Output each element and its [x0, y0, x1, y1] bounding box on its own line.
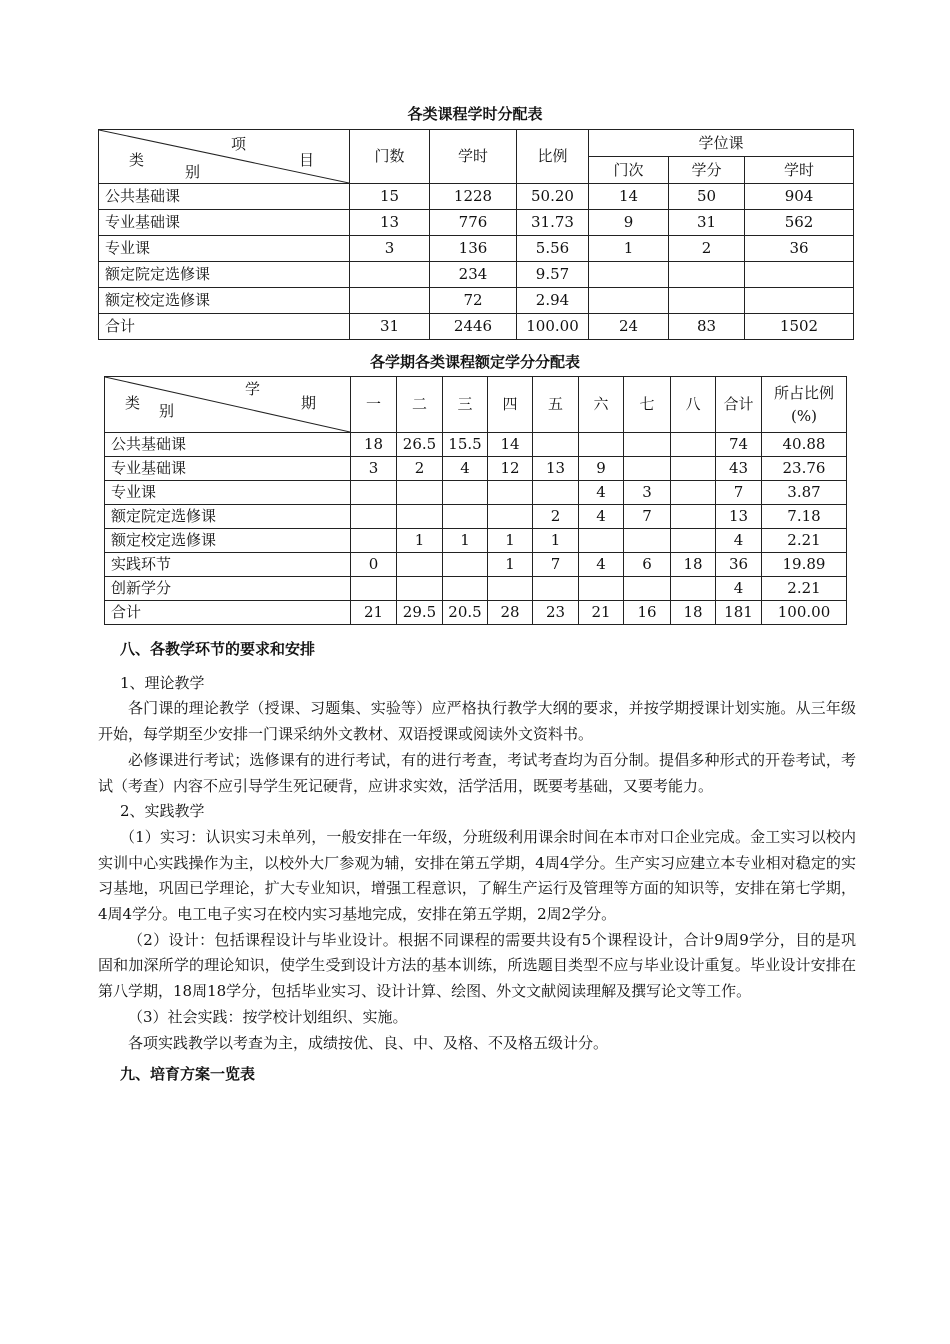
table1-header-deg-hours: 学时 — [745, 157, 854, 184]
table1-header-deg-count: 门次 — [589, 157, 669, 184]
section-body — [98, 637, 856, 1088]
semester-header: 六 — [579, 377, 624, 433]
semester-header: 七 — [624, 377, 671, 433]
paragraph: 各项实践教学以考查为主，成绩按优、良、中、及格、不及格五级计分。 — [128, 1033, 609, 1052]
semester-header: 五 — [533, 377, 579, 433]
semester-header: 八 — [671, 377, 716, 433]
paragraph: 各门课的理论教学（授课、习题集、实验等）应严格执行教学大纲的要求，并按学期授课计划实施。从三年级开始，每学期至少安排一门课采纳外文教材、双语授课或阅读外文资料书。 — [98, 699, 856, 744]
table-row: 创新学分 4 2.21 — [105, 577, 847, 601]
table1-header-hours: 学时 — [430, 130, 517, 184]
table-row: 合计 31 2446 100.00 24 83 1502 — [99, 314, 854, 340]
table1-header-ratio: 比例 — [517, 130, 589, 184]
table-row: 实践环节 0 1 7 4 6 18 36 19.89 — [105, 553, 847, 577]
paragraph: 必修课进行考试；选修课有的进行考试，有的进行考查，考试考查均为百分制。提倡多种形式的开卷考试，考试（考查）内容不应引导学生死记硬背，应讲求实效，活学活用，既要考基础，又要考能力。 — [98, 750, 856, 795]
table-row: 专业基础课 13 776 31.73 9 31 562 — [99, 210, 854, 236]
table-row: 额定校定选修课 72 2.94 — [99, 288, 854, 314]
heading-8: 八、各教学环节的要求和安排 — [120, 640, 316, 658]
subheading-theory: 1、理论教学 — [120, 673, 205, 692]
paragraph: （1）实习：认识实习未单列，一般安排在一年级，分班级利用课余时间在本市对口企业完成。金工实习以校内实训中心实践操作为主，以校外大厂参观为辅，安排在第五学期，4周4学分。生产实习应建立本专业相对稳定的实习基地，巩固已学理论，扩大专业知识，增强工程意识，了解生产运行及管理等方面的知识等，安排在第七学期，4周4学分。电工电子实习在校内实习基地完成，安排在第五学期，2周2学分。 — [98, 827, 856, 924]
total-header: 合计 — [716, 377, 762, 433]
table1-corner-top: 项 — [231, 135, 247, 153]
subheading-practice: 2、实践教学 — [120, 802, 205, 821]
table1-header-count: 门数 — [350, 130, 430, 184]
table1-caption: 各类课程学时分配表 — [407, 105, 543, 123]
table-row: 专业课 3 136 5.56 1 2 36 — [99, 236, 854, 262]
course-hours-table — [98, 129, 854, 340]
table2-caption: 各学期各类课程额定学分分配表 — [369, 353, 580, 371]
table2-corner-header — [105, 377, 351, 433]
table-row: 额定院定选修课 234 9.57 — [99, 262, 854, 288]
table2-corner-bottom: 别 — [159, 402, 175, 420]
table1-corner-right: 目 — [299, 151, 315, 169]
table1-corner-bottom: 别 — [185, 163, 201, 181]
heading-9: 九、培育方案一览表 — [120, 1065, 256, 1084]
semester-header: 二 — [397, 377, 443, 433]
table-row: 专业课 4 3 7 3.87 — [105, 481, 847, 505]
semester-header: 四 — [488, 377, 533, 433]
table-row: 额定校定选修课 1 1 1 1 4 2.21 — [105, 529, 847, 553]
semester-header: 一 — [351, 377, 397, 433]
semester-credits-table — [104, 376, 847, 625]
table1-corner-header — [99, 130, 350, 184]
table1-corner-left: 类 — [129, 151, 145, 169]
table-row: 专业基础课 3 2 4 12 13 9 43 23.76 — [105, 457, 847, 481]
table2-corner-left: 类 — [125, 394, 141, 412]
table-row: 公共基础课 18 26.5 15.5 14 74 40.88 — [105, 433, 847, 457]
table-row: 额定院定选修课 2 4 7 13 7.18 — [105, 505, 847, 529]
paragraph: （3）社会实践：按学校计划组织、实施。 — [128, 1007, 408, 1026]
table1-header-deg-credit: 学分 — [669, 157, 745, 184]
ratio-header: 所占比例 (%) — [762, 377, 847, 433]
paragraph: （2）设计：包括课程设计与毕业设计。根据不同课程的需要共设有5个课程设计，合计9周9学分，目的是巩固和加深所学的理论知识，使学生受到设计方法的基本训练，所选题目类型不应与毕业设计重复。毕业设计安排在第八学期，18周18学分，包括毕业实习、设计计算、绘图、外文文献阅读理解及撰写论文等工作。 — [98, 930, 856, 1001]
table1-header-degree: 学位课 — [589, 130, 854, 157]
semester-header: 三 — [443, 377, 488, 433]
table-row: 合计 21 29.5 20.5 28 23 21 16 18 181 100.00 — [105, 601, 847, 625]
table2-corner-right: 期 — [301, 394, 317, 412]
table2-corner-top: 学 — [245, 380, 261, 398]
table-row: 公共基础课 15 1228 50.20 14 50 904 — [99, 184, 854, 210]
